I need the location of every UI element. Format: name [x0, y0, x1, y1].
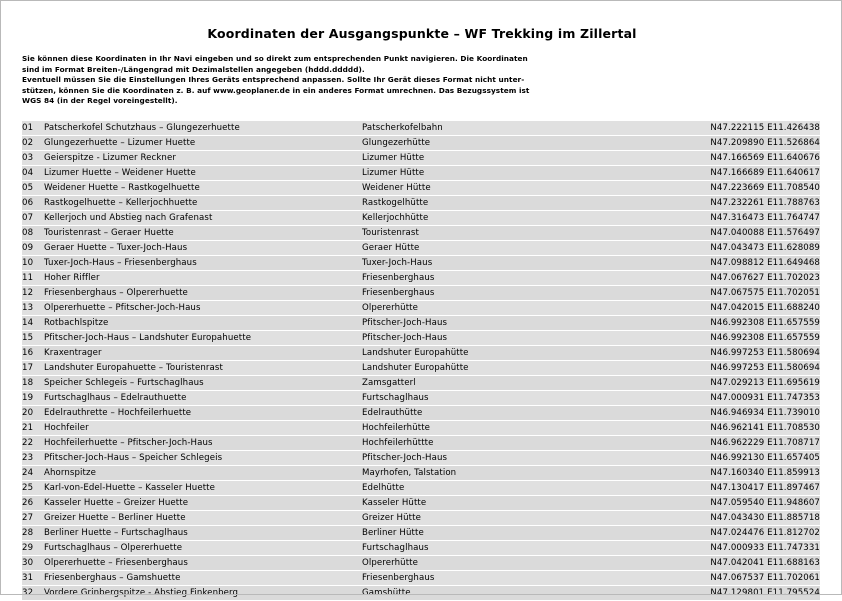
table-row — [22, 285, 820, 300]
row-number: 04 — [22, 165, 44, 180]
row-coordinates: N47.209890 E11.526864 — [652, 135, 820, 150]
row-number: 05 — [22, 180, 44, 195]
row-number: 18 — [22, 375, 44, 390]
row-number: 22 — [22, 435, 44, 450]
intro-line-1: Sie können diese Koordinaten in Ihr Navi eingeben und so direkt zum entsprechenden Punkt navigieren. Die Koordinaten — [22, 54, 528, 63]
table-row — [22, 420, 820, 435]
row-coordinates: N47.223669 E11.708540 — [652, 180, 820, 195]
row-coordinates: N47.029213 E11.695619 — [652, 375, 820, 390]
row-coordinates: N46.962141 E11.708530 — [652, 420, 820, 435]
table-row — [22, 540, 820, 555]
row-number: 03 — [22, 150, 44, 165]
row-number: 01 — [22, 121, 44, 136]
row-number: 24 — [22, 465, 44, 480]
table-row — [22, 525, 820, 540]
row-route-name: Lizumer Huette – Weidener Huette — [44, 165, 362, 180]
row-coordinates: N47.042041 E11.688163 — [652, 555, 820, 570]
row-route-name: Greizer Huette – Berliner Huette — [44, 510, 362, 525]
row-number: 27 — [22, 510, 44, 525]
row-coordinates: N47.024476 E11.812702 — [652, 525, 820, 540]
row-number: 13 — [22, 300, 44, 315]
row-start-point: Friesenberghaus — [362, 285, 652, 300]
row-number: 02 — [22, 135, 44, 150]
row-coordinates: N47.166569 E11.640676 — [652, 150, 820, 165]
row-route-name: Hochfeilerhuette – Pfitscher-Joch-Haus — [44, 435, 362, 450]
row-coordinates: N46.946934 E11.739010 — [652, 405, 820, 420]
row-coordinates: N47.222115 E11.426438 — [652, 121, 820, 136]
row-start-point: Lizumer Hütte — [362, 150, 652, 165]
row-route-name: Rotbachlspitze — [44, 315, 362, 330]
row-number: 10 — [22, 255, 44, 270]
row-coordinates: N47.067627 E11.702023 — [652, 270, 820, 285]
row-route-name: Furtschaglhaus – Edelrauthuette — [44, 390, 362, 405]
row-coordinates: N46.992308 E11.657559 — [652, 315, 820, 330]
row-coordinates: N47.098812 E11.649468 — [652, 255, 820, 270]
row-start-point: Mayrhofen, Talstation — [362, 465, 652, 480]
table-row — [22, 345, 820, 360]
row-start-point: Furtschaglhaus — [362, 540, 652, 555]
row-start-point: Touristenrast — [362, 225, 652, 240]
row-number: 11 — [22, 270, 44, 285]
row-start-point: Furtschaglhaus — [362, 390, 652, 405]
row-route-name: Touristenrast – Geraer Huette — [44, 225, 362, 240]
row-coordinates: N47.316473 E11.764747 — [652, 210, 820, 225]
row-coordinates: N46.962229 E11.708717 — [652, 435, 820, 450]
row-route-name: Pfitscher-Joch-Haus – Landshuter Europahuette — [44, 330, 362, 345]
row-start-point: Kellerjochhütte — [362, 210, 652, 225]
row-route-name: Hochfeiler — [44, 420, 362, 435]
row-route-name: Kasseler Huette – Greizer Huette — [44, 495, 362, 510]
row-route-name: Kellerjoch und Abstieg nach Grafenast — [44, 210, 362, 225]
row-route-name: Glungezerhuette – Lizumer Huette — [44, 135, 362, 150]
row-coordinates: N47.000931 E11.747353 — [652, 390, 820, 405]
table-row — [22, 585, 820, 600]
row-number: 32 — [22, 585, 44, 600]
row-number: 07 — [22, 210, 44, 225]
row-start-point: Rastkogelhütte — [362, 195, 652, 210]
table-row — [22, 270, 820, 285]
row-coordinates: N47.129801 E11.795524 — [652, 585, 820, 600]
row-route-name: Olpererhuette – Friesenberghaus — [44, 555, 362, 570]
row-start-point: Pfitscher-Joch-Haus — [362, 315, 652, 330]
row-coordinates: N47.232261 E11.788763 — [652, 195, 820, 210]
row-route-name: Furtschaglhaus – Olpererhuette — [44, 540, 362, 555]
row-number: 08 — [22, 225, 44, 240]
table-row — [22, 150, 820, 165]
row-route-name: Patscherkofel Schutzhaus – Glungezerhuette — [44, 121, 362, 136]
table-row — [22, 360, 820, 375]
row-start-point: Berliner Hütte — [362, 525, 652, 540]
table-row — [22, 390, 820, 405]
row-number: 12 — [22, 285, 44, 300]
table-row — [22, 465, 820, 480]
row-start-point: Lizumer Hütte — [362, 165, 652, 180]
document-content — [22, 22, 822, 601]
row-start-point: Greizer Hütte — [362, 510, 652, 525]
intro-line-2: sind im Format Breiten-/Längengrad mit Dezimalstellen angegeben (hddd.ddddd). — [22, 64, 365, 74]
row-route-name: Karl-von-Edel-Huette – Kasseler Huette — [44, 480, 362, 495]
row-number: 29 — [22, 540, 44, 555]
row-start-point: Olpererhütte — [362, 555, 652, 570]
row-number: 26 — [22, 495, 44, 510]
row-start-point: Weidener Hütte — [362, 180, 652, 195]
row-start-point: Edelhütte — [362, 480, 652, 495]
row-route-name: Vordere Grinbergspitze - Abstieg Finkenberg — [44, 585, 362, 600]
row-start-point: Gamshütte — [362, 585, 652, 600]
table-row — [22, 180, 820, 195]
table-row — [22, 300, 820, 315]
table-row — [22, 315, 820, 330]
row-number: 31 — [22, 570, 44, 585]
row-number: 09 — [22, 240, 44, 255]
row-number: 16 — [22, 345, 44, 360]
table-row — [22, 555, 820, 570]
row-coordinates: N47.130417 E11.897467 — [652, 480, 820, 495]
intro-line-3: Eventuell müssen Sie die Einstellungen Ihres Geräts entsprechend anpassen. Sollte Ihr Gerät dieses Format nicht unter- — [22, 75, 525, 85]
table-row — [22, 450, 820, 465]
row-number: 15 — [22, 330, 44, 345]
row-start-point: Edelrauthütte — [362, 405, 652, 420]
row-start-point: Pfitscher-Joch-Haus — [362, 450, 652, 465]
row-number: 14 — [22, 315, 44, 330]
row-start-point: Geraer Hütte — [362, 240, 652, 255]
table-row — [22, 435, 820, 450]
row-start-point: Kasseler Hütte — [362, 495, 652, 510]
row-route-name: Edelrauthrette – Hochfeilerhuette — [44, 405, 362, 420]
row-coordinates: N46.992308 E11.657559 — [652, 330, 820, 345]
row-coordinates: N47.040088 E11.576497 — [652, 225, 820, 240]
table-row — [22, 495, 820, 510]
row-start-point: Glungezerhütte — [362, 135, 652, 150]
row-start-point: Olpererhütte — [362, 300, 652, 315]
intro-line-4: stützen, können Sie die Koordinaten z. B. auf www.geoplaner.de in ein anderes Format umrechnen. Das Bezugssystem ist — [22, 85, 530, 95]
row-route-name: Friesenberghaus – Gamshuette — [44, 570, 362, 585]
row-number: 06 — [22, 195, 44, 210]
row-number: 25 — [22, 480, 44, 495]
row-start-point: Landshuter Europahütte — [362, 345, 652, 360]
table-row — [22, 165, 820, 180]
row-number: 17 — [22, 360, 44, 375]
table-row — [22, 195, 820, 210]
row-start-point: Tuxer-Joch-Haus — [362, 255, 652, 270]
row-start-point: Friesenberghaus — [362, 570, 652, 585]
row-start-point: Landshuter Europahütte — [362, 360, 652, 375]
row-number: 21 — [22, 420, 44, 435]
table-row — [22, 480, 820, 495]
table-row — [22, 225, 820, 240]
row-start-point: Patscherkofelbahn — [362, 121, 652, 136]
row-route-name: Friesenberghaus – Olpererhuette — [44, 285, 362, 300]
row-coordinates: N47.067537 E11.702061 — [652, 570, 820, 585]
row-number: 23 — [22, 450, 44, 465]
row-coordinates: N47.043473 E11.628089 — [652, 240, 820, 255]
table-row — [22, 121, 820, 136]
table-row — [22, 405, 820, 420]
table-row — [22, 255, 820, 270]
row-route-name: Landshuter Europahuette – Touristenrast — [44, 360, 362, 375]
row-route-name: Pfitscher-Joch-Haus – Speicher Schlegeis — [44, 450, 362, 465]
row-coordinates: N47.160340 E11.859913 — [652, 465, 820, 480]
row-start-point: Hochfeilerhütte — [362, 420, 652, 435]
row-route-name: Ahornspitze — [44, 465, 362, 480]
table-row — [22, 510, 820, 525]
row-number: 28 — [22, 525, 44, 540]
row-coordinates: N46.997253 E11.580694 — [652, 360, 820, 375]
row-route-name: Speicher Schlegeis – Furtschaglhaus — [44, 375, 362, 390]
row-coordinates: N47.000933 E11.747331 — [652, 540, 820, 555]
row-start-point: Friesenberghaus — [362, 270, 652, 285]
row-coordinates: N46.992130 E11.657405 — [652, 450, 820, 465]
row-coordinates: N47.043430 E11.885718 — [652, 510, 820, 525]
row-number: 19 — [22, 390, 44, 405]
table-row — [22, 330, 820, 345]
intro-paragraph — [22, 54, 582, 107]
row-coordinates: N47.067575 E11.702051 — [652, 285, 820, 300]
row-route-name: Rastkogelhuette – Kellerjochhuette — [44, 195, 362, 210]
row-coordinates: N47.166689 E11.640617 — [652, 165, 820, 180]
row-start-point: Pfitscher-Joch-Haus — [362, 330, 652, 345]
table-row — [22, 240, 820, 255]
table-row — [22, 210, 820, 225]
coordinates-table-body — [22, 121, 820, 601]
row-route-name: Olpererhuette – Pfitscher-Joch-Haus — [44, 300, 362, 315]
row-start-point: Hochfeilerhüttte — [362, 435, 652, 450]
row-start-point: Zamsgatterl — [362, 375, 652, 390]
row-coordinates: N47.042015 E11.688240 — [652, 300, 820, 315]
page-title: Koordinaten der Ausgangspunkte – WF Trekking im Zillertal — [207, 26, 637, 41]
row-route-name: Geierspitze - Lizumer Reckner — [44, 150, 362, 165]
row-route-name: Weidener Huette – Rastkogelhuette — [44, 180, 362, 195]
coordinates-table — [22, 121, 820, 601]
intro-line-5: WGS 84 (in der Regel voreingestellt). — [22, 96, 178, 106]
row-number: 30 — [22, 555, 44, 570]
row-route-name: Hoher Riffler — [44, 270, 362, 285]
row-route-name: Geraer Huette – Tuxer-Joch-Haus — [44, 240, 362, 255]
row-route-name: Berliner Huette – Furtschaglhaus — [44, 525, 362, 540]
table-row — [22, 570, 820, 585]
row-route-name: Tuxer-Joch-Haus – Friesenberghaus — [44, 255, 362, 270]
row-coordinates: N47.059540 E11.948607 — [652, 495, 820, 510]
row-coordinates: N46.997253 E11.580694 — [652, 345, 820, 360]
row-number: 20 — [22, 405, 44, 420]
table-row — [22, 375, 820, 390]
row-route-name: Kraxentrager — [44, 345, 362, 360]
table-row — [22, 135, 820, 150]
